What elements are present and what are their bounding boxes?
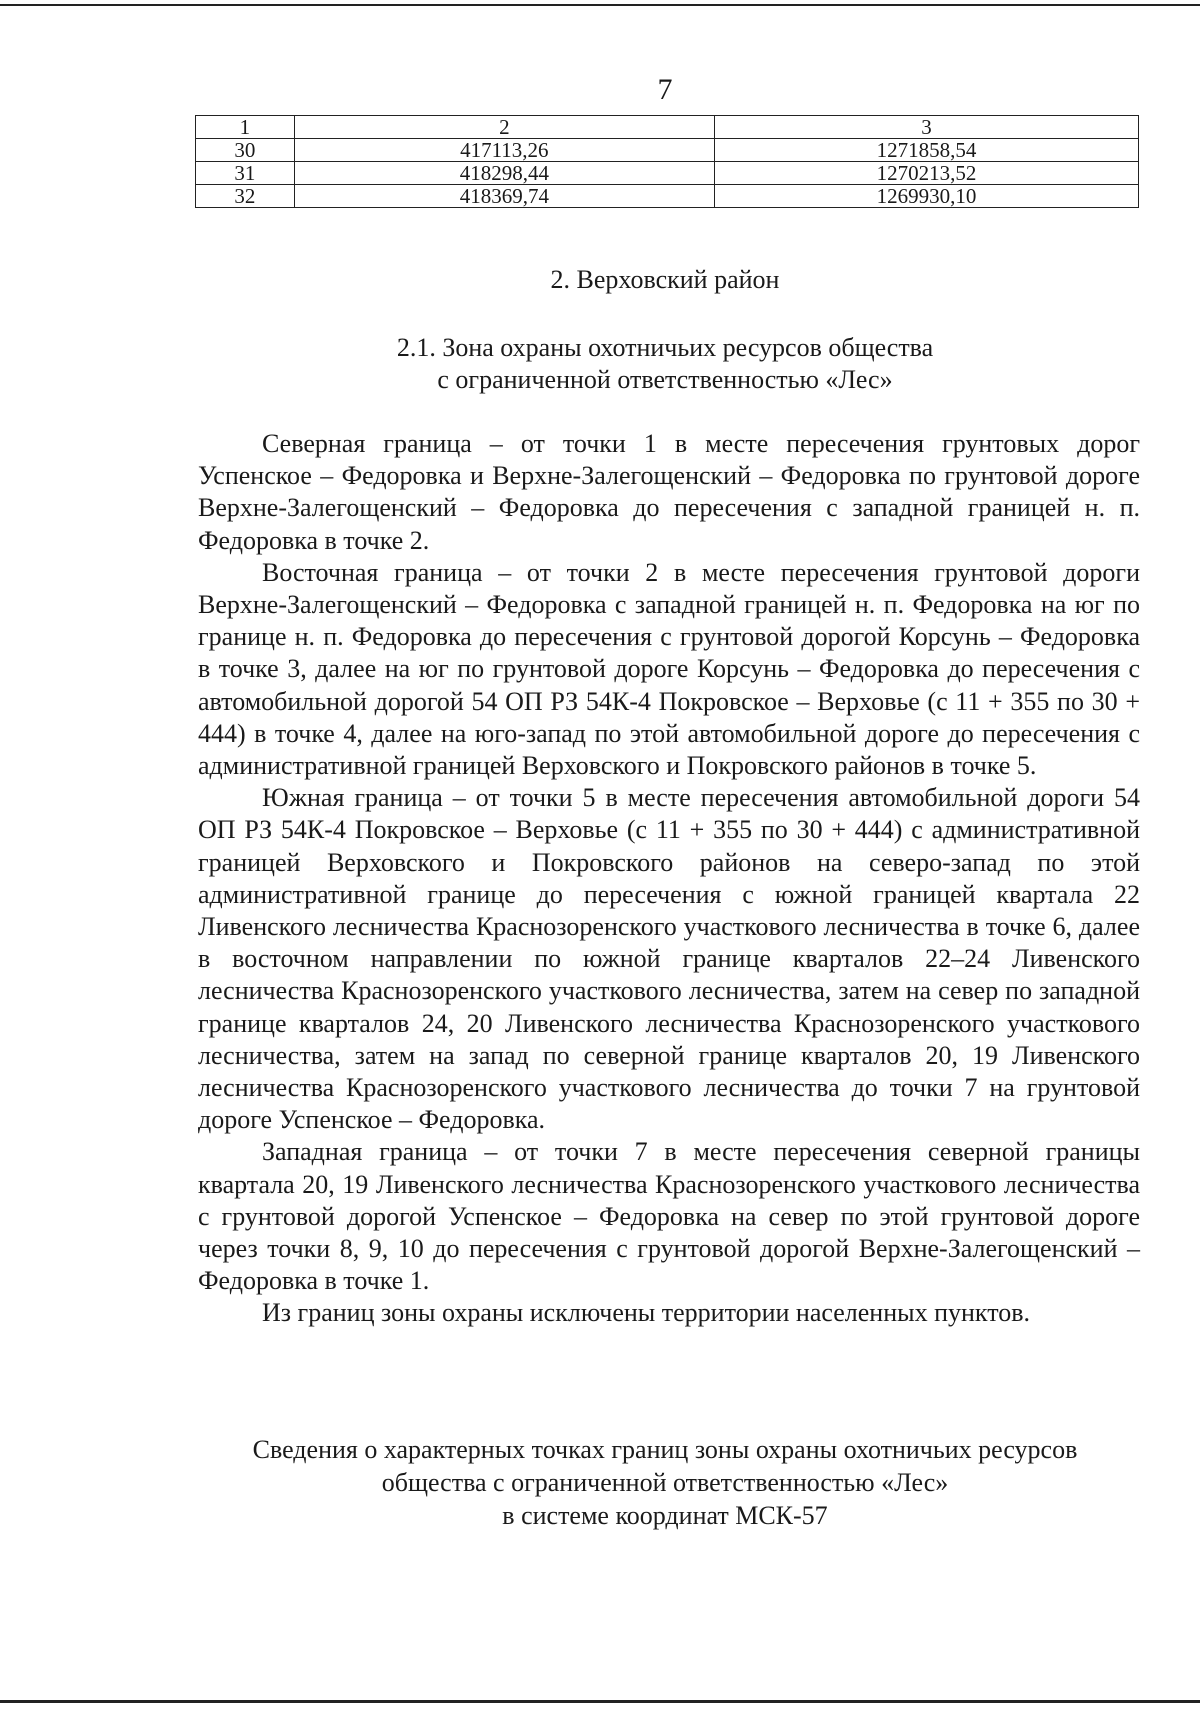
x-coordinate-cell: 418298,44 (294, 162, 714, 185)
zone-title-line-2: с ограниченной ответственностью «Лес» (437, 365, 893, 394)
table-row (196, 162, 1139, 185)
district-heading: 2. Верховский район (550, 265, 780, 294)
coordinates-caption-line-1: Сведения о характерных точках границ зоны охраны охотничьих ресурсов (252, 1435, 1078, 1464)
exclusion-paragraph: Из границ зоны охраны исключены территории населенных пунктов. (262, 1298, 1031, 1328)
table-header-cell: 2 (294, 116, 714, 139)
x-coordinate-cell: 418369,74 (294, 185, 714, 208)
point-number-cell: 32 (196, 185, 295, 208)
point-number-cell: 31 (196, 162, 295, 185)
boundary-description (198, 428, 1140, 1330)
southern-boundary-paragraph: Южная граница – от точки 5 в месте пересечения автомобильной дороги 54 ОП РЗ 54К-4 Покровское – Верховье (с 11 + 355 по 30 + 444) с административной границей Верховского и Покровского районов на северо-запад по этой административной границе до пересечения с южной границей квартала 22 Ливенского лесничества Краснозоренского участкового лесничества в точке 6, далее в восточном направлении по южной границе кварталов 22–24 Ливенского лесничества Краснозоренского участкового лесничества, затем на север по западной границе кварталов 24, 20 Ливенского лесничества Краснозоренского участкового лесничества, затем на запад по северной границе кварталов 20, 19 Ливенского лесничества Краснозоренского участкового лесничества до точки 7 на грунтовой дороге Успенское – Федоровка. (198, 783, 1140, 1135)
table-header-cell: 1 (196, 116, 295, 139)
coordinates-table (195, 115, 1139, 208)
table-row (196, 139, 1139, 162)
zone-title-line-1: 2.1. Зона охраны охотничьих ресурсов общества (396, 333, 934, 362)
table-header-cell: 3 (714, 116, 1138, 139)
x-coordinate-cell: 417113,26 (294, 139, 714, 162)
coordinates-caption-line-2: общества с ограниченной ответственностью «Лес» (381, 1468, 949, 1497)
table-header-row (196, 116, 1139, 139)
eastern-boundary-paragraph: Восточная граница – от точки 2 в месте пересечения грунтовой дороги Верхне-Залегощенский – Федоровка с западной границей н. п. Федоровка на юг по границе н. п. Федоровка до пересечения с грунтовой дорогой Корсунь – Федоровка в точке 3, далее на юг по грунтовой дороге Корсунь – Федоровка до пересечения с автомобильной дорогой 54 ОП РЗ 54К-4 Покровское – Верховье (с 11 + 355 по 30 + 444) в точке 4, далее на юго-запад по этой автомобильной дороге до пересечения с административной границей Верховского и Покровского районов в точке 5. (198, 557, 1140, 781)
y-coordinate-cell: 1269930,10 (714, 185, 1138, 208)
y-coordinate-cell: 1270213,52 (714, 162, 1138, 185)
table-row (196, 185, 1139, 208)
northern-boundary-paragraph: Северная граница – от точки 1 в месте пересечения грунтовых дорог Успенское – Федоровка и Верхне-Залегощенский – Федоровка по грунтовой дороге Верхне-Залегощенский – Федоровка до пересечения с западной границей н. п. Федоровка в точке 2. (198, 429, 1140, 555)
y-coordinate-cell: 1271858,54 (714, 139, 1138, 162)
western-boundary-paragraph: Западная граница – от точки 7 в месте пересечения северной границы квартала 20, 19 Ливенского лесничества Краснозоренского участкового лесничества с грунтовой дорогой Успенское – Федоровка на север по этой грунтовой дороге через точки 8, 9, 10 до пересечения с грунтовой дорогой Верхне-Залегощенский – Федоровка в точке 1. (198, 1137, 1140, 1296)
page-number: 7 (657, 73, 673, 106)
scan-border-top (0, 4, 1200, 6)
coordinates-caption-line-3: в системе координат МСК-57 (502, 1501, 828, 1530)
point-number-cell: 30 (196, 139, 295, 162)
scan-border-bottom (0, 1700, 1200, 1703)
